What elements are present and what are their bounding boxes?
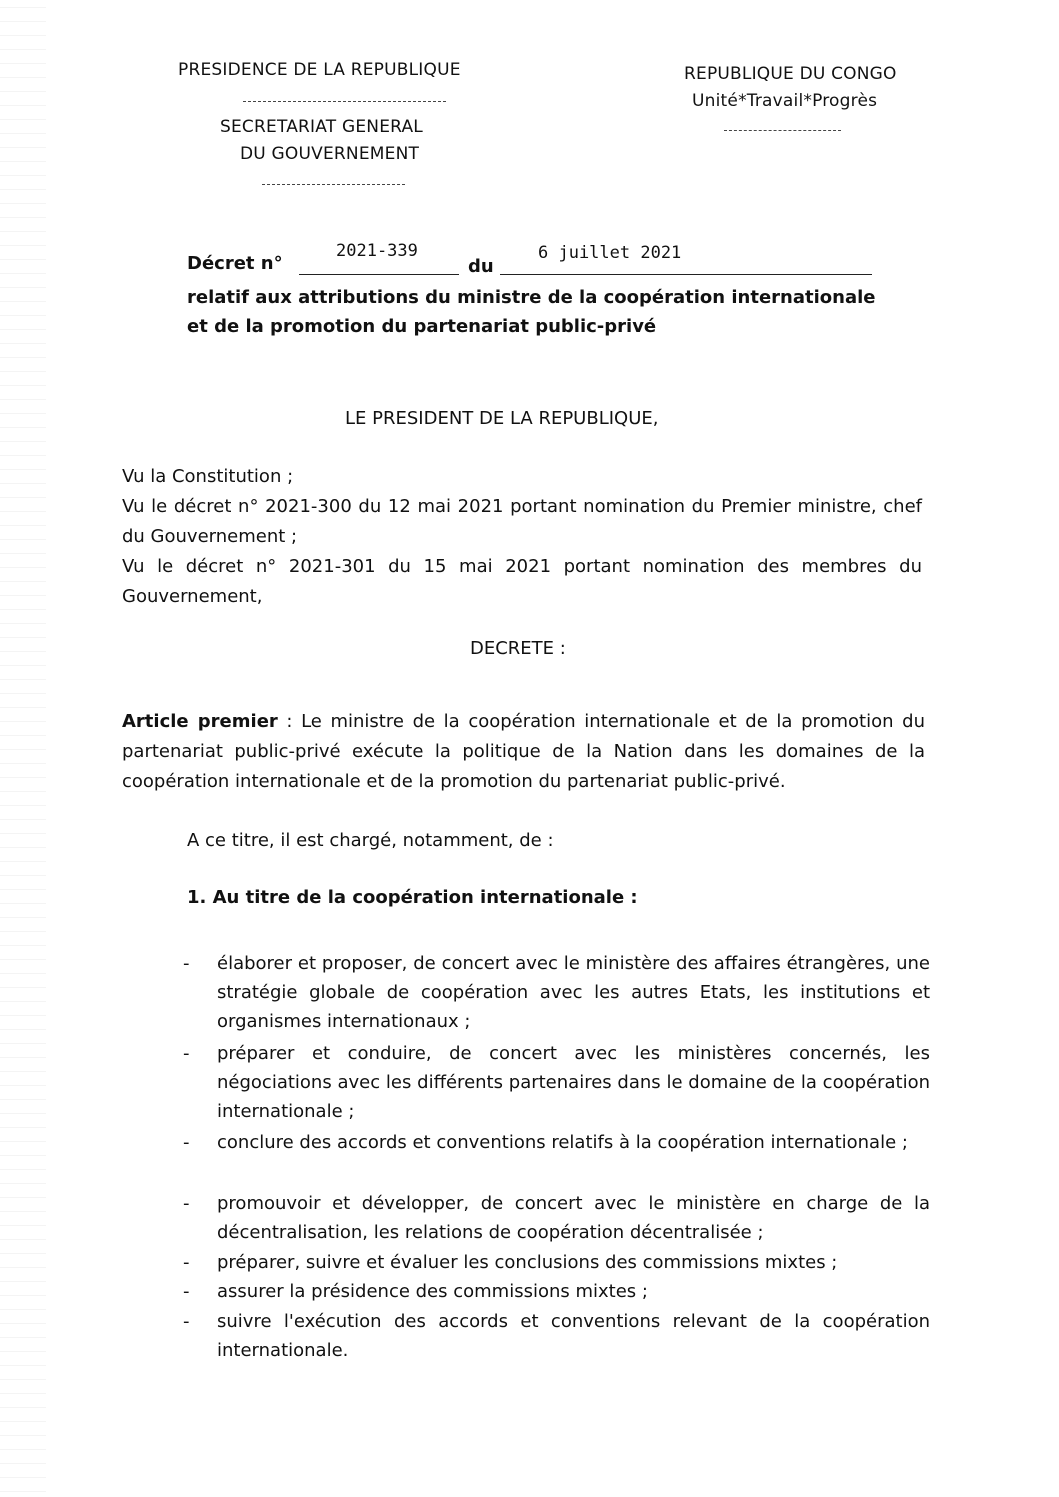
bullet-marker: - [183, 953, 190, 974]
decree-subject-line1: relatif aux attributions du ministre de la coopération internationale [187, 287, 876, 308]
bullet-marker: - [183, 1311, 190, 1332]
bullet-marker: - [183, 1043, 190, 1064]
list-item-text: promouvoir et développer, de concert avec le ministère en charge de la décentralisation, les relations de coopération décentralisée ; [217, 1193, 930, 1243]
authority-heading: LE PRESIDENT DE LA REPUBLIQUE, [345, 408, 659, 429]
section-title: 1. Au titre de la coopération internationale : [187, 887, 638, 908]
decree-date-underline [500, 274, 872, 275]
list-item [185, 1248, 930, 1277]
decrete-heading: DECRETE : [470, 638, 566, 659]
presidence-heading: PRESIDENCE DE LA REPUBLIQUE [178, 60, 461, 80]
decree-date: 6 juillet 2021 [538, 243, 682, 263]
visa-constitution: Vu la Constitution ; [122, 466, 294, 487]
decree-subject-line2: et de la promotion du partenariat public-privé [187, 316, 657, 337]
list-item [185, 1039, 930, 1126]
header-right-divider [724, 130, 841, 131]
list-item [185, 1277, 930, 1306]
bullet-marker: - [183, 1252, 190, 1273]
decree-date-label: du [468, 256, 494, 277]
scan-edge-artifact [0, 0, 46, 1497]
list-item-text: suivre l'exécution des accords et conventions relevant de la coopération internationale. [217, 1311, 930, 1361]
decree-number-underline [299, 274, 459, 275]
list-item-text: conclure des accords et conventions relatifs à la coopération internationale ; [217, 1132, 908, 1153]
bullet-marker: - [183, 1193, 190, 1214]
list-item [185, 949, 930, 1036]
visa-decree-gouvernement: Vu le décret n° 2021-301 du 15 mai 2021 portant nomination des membres du Gouvernement, [122, 556, 922, 607]
bullet-marker: - [183, 1281, 190, 1302]
header-left-divider-2 [262, 184, 405, 185]
bullet-marker: - [183, 1132, 190, 1153]
decree-number-label: Décret n° [187, 253, 283, 274]
list-item-text: assurer la présidence des commissions mixtes ; [217, 1281, 648, 1302]
article-premier [122, 707, 925, 797]
visas-block [122, 462, 922, 612]
visa-decree-premier-ministre: Vu le décret n° 2021-300 du 12 mai 2021 portant nomination du Premier ministre, chef du Gouvernement ; [122, 496, 922, 547]
list-item-text: préparer et conduire, de concert avec les ministères concernés, les négociations avec les différents partenaires dans le domaine de la coopération internationale ; [217, 1043, 930, 1122]
article-text: : Le ministre de la coopération internationale et de la promotion du partenariat public-privé exécute la politique de la Nation dans les domaines de la coopération internationale et de la promotion du partenariat public-privé. [122, 711, 925, 792]
decree-number: 2021-339 [336, 241, 418, 261]
article-intro: A ce titre, il est chargé, notamment, de : [187, 830, 554, 851]
secretariat-heading: SECRETARIAT GENERAL [220, 117, 423, 137]
national-motto: Unité*Travail*Progrès [692, 91, 878, 111]
article-label: Article premier [122, 711, 278, 732]
list-item-text: élaborer et proposer, de concert avec le ministère des affaires étrangères, une stratégie globale de coopération avec les autres Etats, les institutions et organismes internationaux ; [217, 953, 930, 1032]
list-item-text: préparer, suivre et évaluer les conclusions des commissions mixtes ; [217, 1252, 838, 1273]
republique-heading: REPUBLIQUE DU CONGO [684, 64, 897, 84]
list-item [185, 1307, 930, 1365]
list-item [185, 1128, 930, 1157]
header-left-divider-1 [243, 101, 446, 102]
gouvernement-heading: DU GOUVERNEMENT [240, 144, 420, 164]
list-item [185, 1189, 930, 1247]
